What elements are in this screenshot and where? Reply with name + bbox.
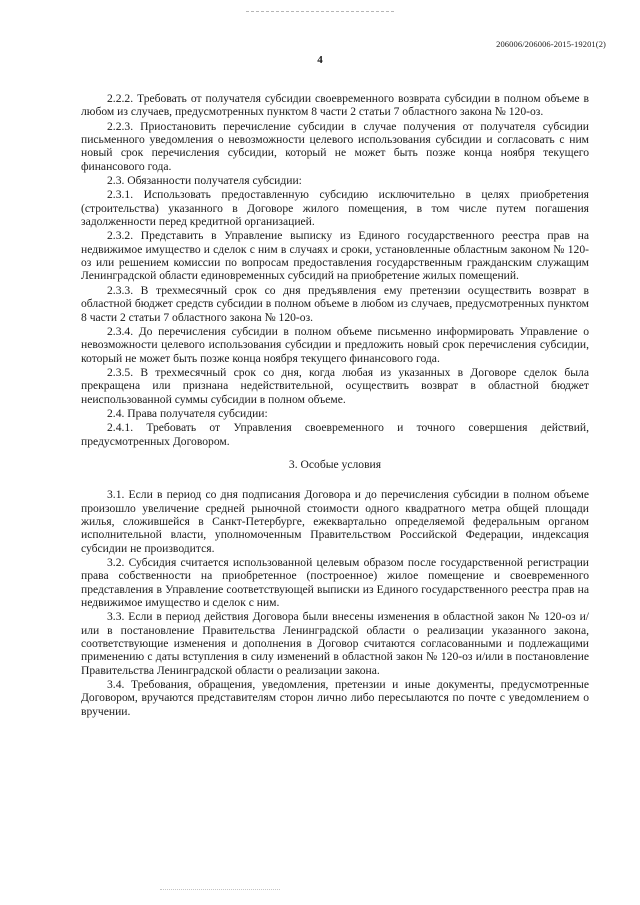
- paragraph-2-3: 2.3. Обязанности получателя субсидии:: [107, 174, 302, 188]
- paragraph-3-4: 3.4. Требования, обращения, уведомления, претензии и иные документы, предусмотренные Договором, вручаются представителям сторон лично либо пересылаются по почте с уведомлением о вручении.: [81, 678, 589, 718]
- paragraph-2-2-2: 2.2.2. Требовать от получателя субсидии своевременного возврата субсидии в полном объеме в любом из случаев, предусмотренных пунктом 8 части 2 статьи 7 областного закона № 120-оз.: [81, 92, 589, 119]
- document-body: [81, 92, 589, 719]
- paragraph-2-3-5: 2.3.5. В трехмесячный срок со дня, когда любая из указанных в Договоре сделок была прекращена или признана недействительной, осуществить возврат в областной бюджет неиспользованной суммы субсидии в полном объеме.: [81, 365, 589, 406]
- paragraph-2-3-4: 2.3.4. До перечисления субсидии в полном объеме письменно информировать Управление о невозможности целевого использования субсидии и предложить новый срок перечисления субсидии, который не может быть позже конца ноября текущего финансового года.: [81, 324, 589, 365]
- bottom-scan-specks: [160, 889, 280, 890]
- section-heading: 3. Особые условия: [288, 457, 382, 471]
- top-scan-rule: [246, 11, 394, 12]
- paragraph-2-2-3: 2.2.3. Приостановить перечисление субсидии в случае получения от получателя субсидии письменного уведомления о невозможности целевого использования субсидии и согласовать с ним новый срок перечисления субсидии, который не может быть позже конца ноября текущего финансового года.: [81, 119, 589, 173]
- paragraph-2-3-2: 2.3.2. Представить в Управление выписку из Единого государственного реестра прав на недвижимое имущество и сделок с ним в случаях и сроки, установленные областным законом № 120-оз или решением комиссии по вопросам предоставления государственным гражданским служащим Ленинградской области единовременных субсидий на приобретение жилых помещений.: [81, 229, 589, 283]
- paragraph-3-1: 3.1. Если в период со дня подписания Договора и до перечисления субсидии в полном объеме произошло увеличение средней рыночной стоимости одного квадратного метра общей площади жилья, сложившейся в Санкт-Петербурге, ежеквартально определяемой федеральным органом исполнительной власти, уполномоченным Правительством Российской Федерации, индексация субсидии не производится.: [81, 488, 589, 555]
- paragraph-2-3-3: 2.3.3. В трехмесячный срок со дня предъявления ему претензии осуществить возврат в областной бюджет средств субсидии в полном объеме в любом из случаев, предусмотренных пунктом 8 части 2 статьи 7 областного закона № 120-оз.: [81, 283, 589, 324]
- document-id: 206006/206006-2015-19201(2): [496, 39, 606, 49]
- paragraph-3-3: 3.3. Если в период действия Договора были внесены изменения в областной закон № 120-оз и/или в постановление Правительства Ленинградской области о реализации указанного закона, соответствующие изменения и дополнения в Договор считаются согласованными и подлежащими применению с даты вступления в силу изменений в областной закон № 120-оз и/или в постановление Правительства Ленинградской области о реализации закона.: [81, 610, 589, 677]
- paragraph-3-2: 3.2. Субсидия считается использованной целевым образом после государственной регистрации права собственности на приобретенное (построенное) жилое помещение и своевременного представления в Управление соответствующей выписки из Единого государственного реестра прав на недвижимое имущество и сделок с ним.: [81, 556, 589, 610]
- page-number: 4: [317, 54, 323, 66]
- paragraph-2-4: 2.4. Права получателя субсидии:: [107, 406, 268, 420]
- paragraph-2-3-1: 2.3.1. Использовать предоставленную субсидию исключительно в целях приобретения (строительства) указанного в Договоре жилого помещения, в том числе путем погашения задолженности перед кредитной организацией.: [81, 188, 589, 229]
- paragraph-2-4-1: 2.4.1. Требовать от Управления своевременного и точного совершения действий, предусмотренных Договором.: [81, 421, 589, 448]
